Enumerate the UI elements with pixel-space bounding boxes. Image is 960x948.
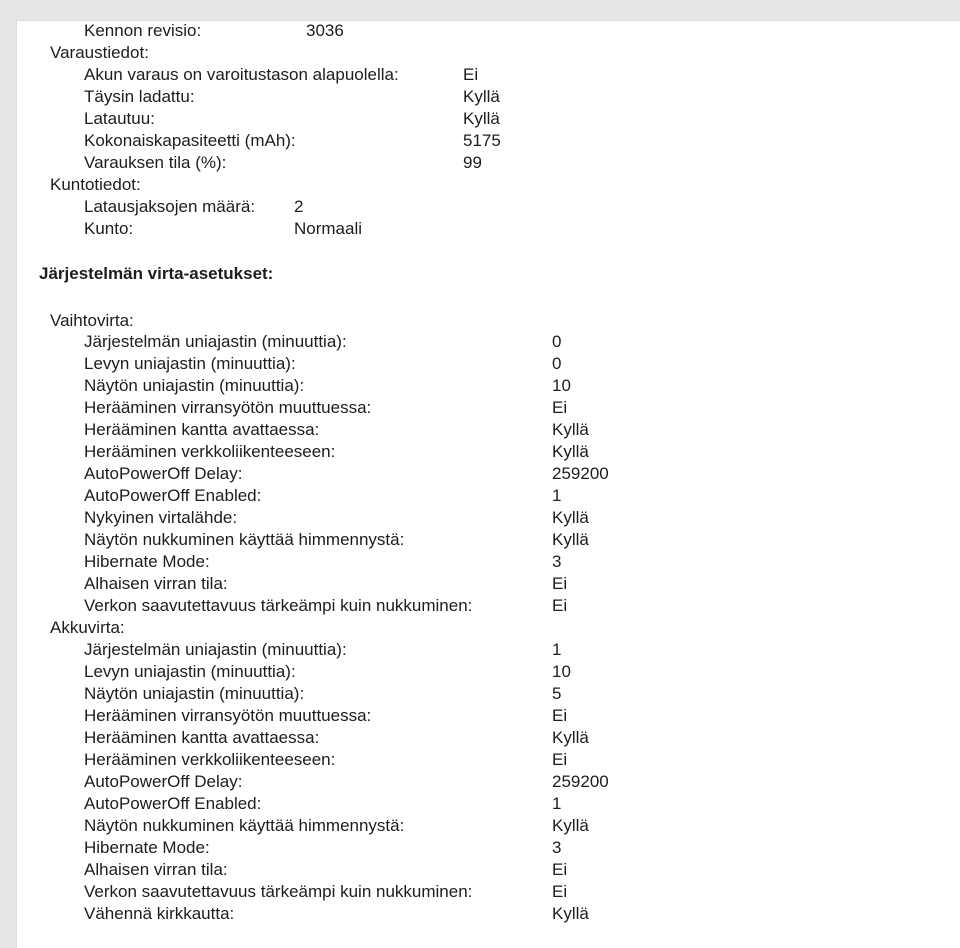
ac-row-value: Kyllä [552,442,589,461]
battery-row-value: 5 [552,684,562,703]
battery-row-label: AutoPowerOff Delay: [84,772,243,791]
battery-row-label: Järjestelmän uniajastin (minuuttia): [84,640,347,659]
battery-row-label: Levyn uniajastin (minuuttia): [84,662,296,681]
ac-row-label: Alhaisen virran tila: [84,574,228,593]
ac-row-value: Kyllä [552,420,589,439]
health-row-value: Normaali [294,219,363,238]
ac-row-label: AutoPowerOff Delay: [84,464,243,483]
charge-row-label: Varauksen tila (%): [84,153,227,172]
ac-row-value: 10 [552,376,571,395]
charge-row-label: Täysin ladattu: [84,87,195,106]
battery-row-value: 1 [552,640,562,659]
charge-row-value: 5175 [463,131,501,150]
ac-row-value: 0 [552,332,562,351]
charge-row-label: Akun varaus on varoitustason alapuolella: [84,65,399,84]
battery-row-label: Vähennä kirkkautta: [84,904,235,923]
ac-row-label: Hibernate Mode: [84,552,210,571]
battery-row-value: 3 [552,838,562,857]
ac-row-label: Verkon saavutettavuus tärkeämpi kuin nukkuminen: [84,596,473,615]
battery-row-label: Näytön nukkuminen käyttää himmennystä: [84,816,405,835]
charge-row-value: Kyllä [463,87,500,106]
battery-row-label: Näytön uniajastin (minuuttia): [84,684,305,703]
battery-row-value: Ei [552,882,568,901]
power-settings-title: Järjestelmän virta-asetukset: [39,264,274,283]
battery-row-label: Hibernate Mode: [84,838,210,857]
battery-row-value: Kyllä [552,816,589,835]
charge-row-label: Kokonaiskapasiteetti (mAh): [84,131,296,150]
ac-row-label: Herääminen verkkoliikenteeseen: [84,442,336,461]
battery-row-value: 1 [552,794,562,813]
battery-row-value: 259200 [552,772,609,791]
ac-row-value: Ei [552,574,568,593]
ac-row-value: 1 [552,486,562,505]
charge-row-value: Kyllä [463,109,500,128]
ac-row-value: 0 [552,354,562,373]
battery-row-value: 10 [552,662,571,681]
battery-row-label: Herääminen kantta avattaessa: [84,728,320,747]
health-row-label: Kunto: [84,219,134,238]
ac-row-label: Herääminen kantta avattaessa: [84,420,320,439]
battery-row-label: Herääminen virransyötön muuttuessa: [84,706,372,725]
ac-row-label: Näytön nukkuminen käyttää himmennystä: [84,530,405,549]
battery-row-value: Kyllä [552,728,589,747]
firmware-revision-value: 3036 [306,21,344,40]
charge-row-value: Ei [463,65,479,84]
window-top-strip [0,0,960,20]
battery-power-header: Akkuvirta: [50,618,125,637]
ac-row-value: Kyllä [552,530,589,549]
ac-row-value: Ei [552,596,568,615]
charge-info-header: Varaustiedot: [50,43,149,62]
ac-power-header: Vaihtovirta: [50,311,134,330]
battery-row-value: Ei [552,750,568,769]
ac-row-label: AutoPowerOff Enabled: [84,486,262,505]
battery-row-label: Alhaisen virran tila: [84,860,228,879]
battery-row-value: Kyllä [552,904,589,923]
ac-row-label: Levyn uniajastin (minuuttia): [84,354,296,373]
ac-row-value: Kyllä [552,508,589,527]
health-row-value: 2 [294,197,304,216]
battery-row-value: Ei [552,860,568,879]
ac-row-value: 3 [552,552,562,571]
ac-row-label: Näytön uniajastin (minuuttia): [84,376,305,395]
ac-row-label: Järjestelmän uniajastin (minuuttia): [84,332,347,351]
window-left-strip [0,0,16,948]
ac-row-value: Ei [552,398,568,417]
ac-row-label: Herääminen virransyötön muuttuessa: [84,398,372,417]
health-info-header: Kuntotiedot: [50,175,141,194]
ac-row-label: Nykyinen virtalähde: [84,508,238,527]
charge-row-label: Latautuu: [84,109,155,128]
battery-row-label: Herääminen verkkoliikenteeseen: [84,750,336,769]
battery-row-label: Verkon saavutettavuus tärkeämpi kuin nukkuminen: [84,882,473,901]
firmware-revision-label: Kennon revisio: [84,21,202,40]
battery-row-value: Ei [552,706,568,725]
battery-row-label: AutoPowerOff Enabled: [84,794,262,813]
ac-row-value: 259200 [552,464,609,483]
health-row-label: Latausjaksojen määrä: [84,197,256,216]
charge-row-value: 99 [463,153,482,172]
